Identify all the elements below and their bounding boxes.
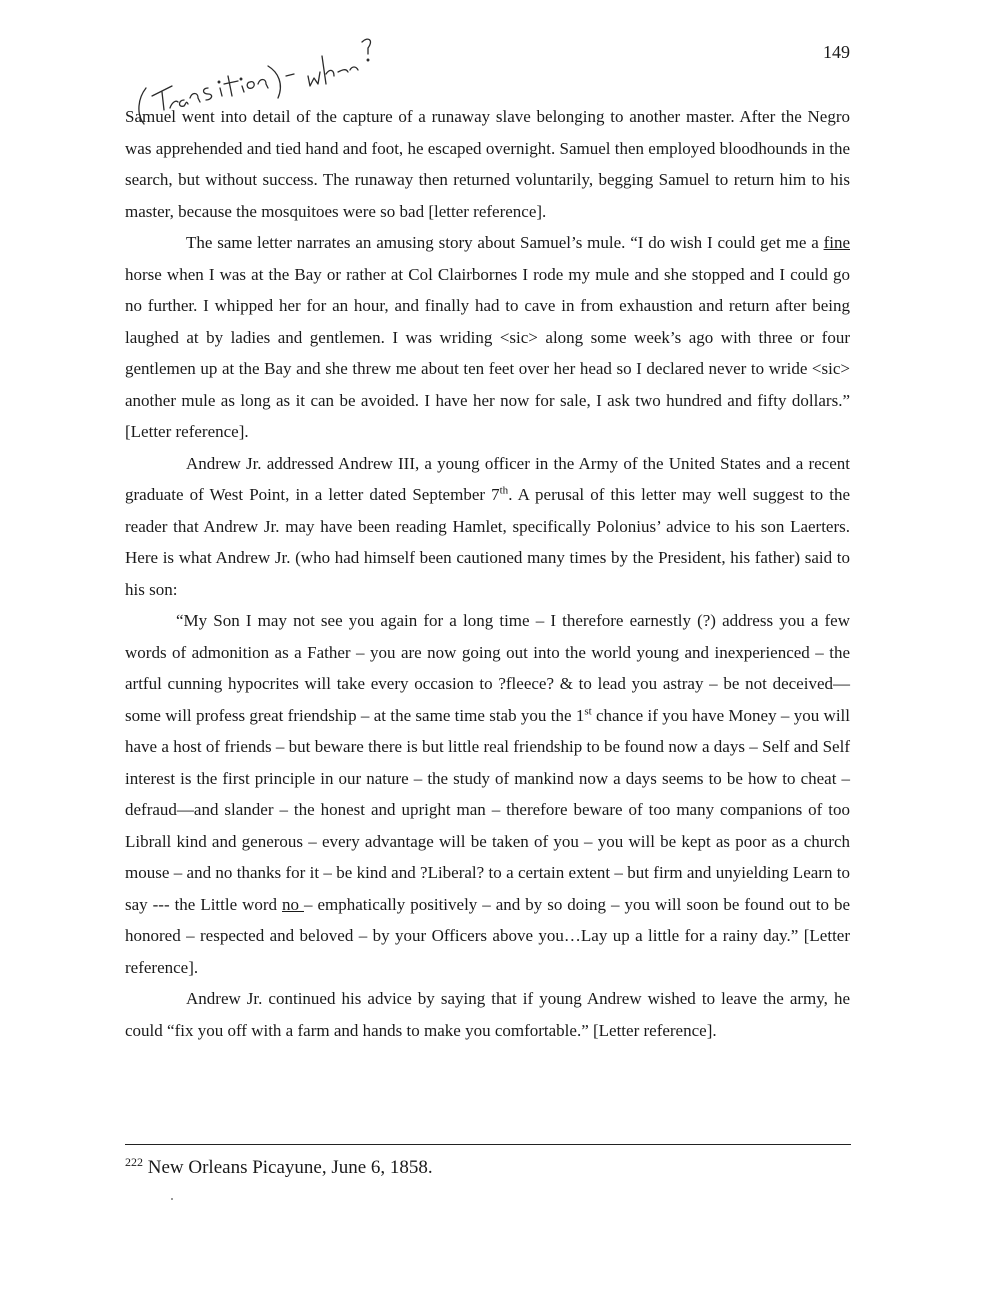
paragraph-3 [125,448,850,606]
paragraph-4-text-a: “My Son I may not see you again for a long time – I therefore earnestly (?) address you a few words of admonition as a Father – you are now going out into the world young and inexperienced – the artful cunning hypocrites will take every occasion to ?fleece? & to lead you astray – be not deceived—some will profess great friendship – at the same time stab you the 1 [125,611,850,725]
underlined-word-fine: fine [823,233,850,252]
paragraph-2-text-b: horse when I was at the Bay or rather at Col Clairbornes I rode my mule and she stopped and I could go no further. I whipped her for an hour, and finally had to cave in from exhaustion and return after being laughed at by ladies and gentlemen. I was wriding <sic> along some week’s ago with three or four gentlemen up at the Bay and she threw me about ten feet over her head so I declared never to wride <sic> another mule as long as it can be avoided. I have her now for sale, I ask two hundred and fifty dollars.” [Letter reference]. [125,264,850,441]
paragraph-1-text: Samuel went into detail of the capture of a runaway slave belonging to another master. After the Negro was apprehended and tied hand and foot, he escaped overnight. Samuel then employed bloodhounds in the search, but without success. The runaway then returned voluntarily, begging Samuel to return him to his master, because the mosquitoes were so bad [letter reference]. [125,107,850,221]
paragraph-4-quote [125,605,850,983]
footnote [125,1155,850,1181]
paragraph-1 [125,101,850,227]
footnote-text: New Orleans Picayune, June 6, 1858. [143,1157,433,1178]
paragraph-2-text-a: The same letter narrates an amusing story about Samuel’s mule. “I do wish I could get me a [186,233,824,252]
ordinal-superscript-st: st [584,704,592,717]
paragraph-3-text-a: Andrew Jr. addressed Andrew III, a young officer in the Army of the United States and a recent graduate of West Point, in a letter dated September 7 [125,453,850,504]
paragraph-4-text-c: – emphatically positively – and by so doing – you will soon be found out to be honored – respected and beloved – by your Officers above you…Lay up a little for a rainy day.” [Letter reference]. [125,894,850,977]
scan-speck [171,1198,173,1200]
paragraph-2 [125,227,850,448]
footnote-number: 222 [125,1155,143,1169]
paragraph-5 [125,983,850,1046]
footnote-divider [125,1144,851,1145]
page-number: 149 [823,42,850,62]
paragraph-4-text-b: chance if you have Money – you will have a host of friends – but beware there is but little real friendship to be found now a days – Self and Self interest is the first principle in our nature – the study of mankind now a days seems to be how to cheat – defraud—and slander – the honest and upright man – therefore beware of too many companions of too Librall kind and generous – every advantage will be taken of you – you will be kept as poor as a church mouse – and no thanks for it – be kind and ?Liberal? to a certain extent – but firm and unyielding Learn to say --- the Little word [125,705,850,914]
body-text [125,101,850,1046]
paragraph-5-text: Andrew Jr. continued his advice by saying that if young Andrew wished to leave the army, he could “fix you off with a farm and hands to make you comfortable.” [Letter reference]. [125,989,850,1040]
paragraph-3-text-b: . A perusal of this letter may well suggest to the reader that Andrew Jr. may have been reading Hamlet, specifically Polonius’ advice to his son Laerters. Here is what Andrew Jr. (who had himself been cautioned many times by the President, his father) said to his son: [125,485,851,599]
underlined-word-no: no [282,894,304,914]
ordinal-superscript-th: th [499,484,509,497]
